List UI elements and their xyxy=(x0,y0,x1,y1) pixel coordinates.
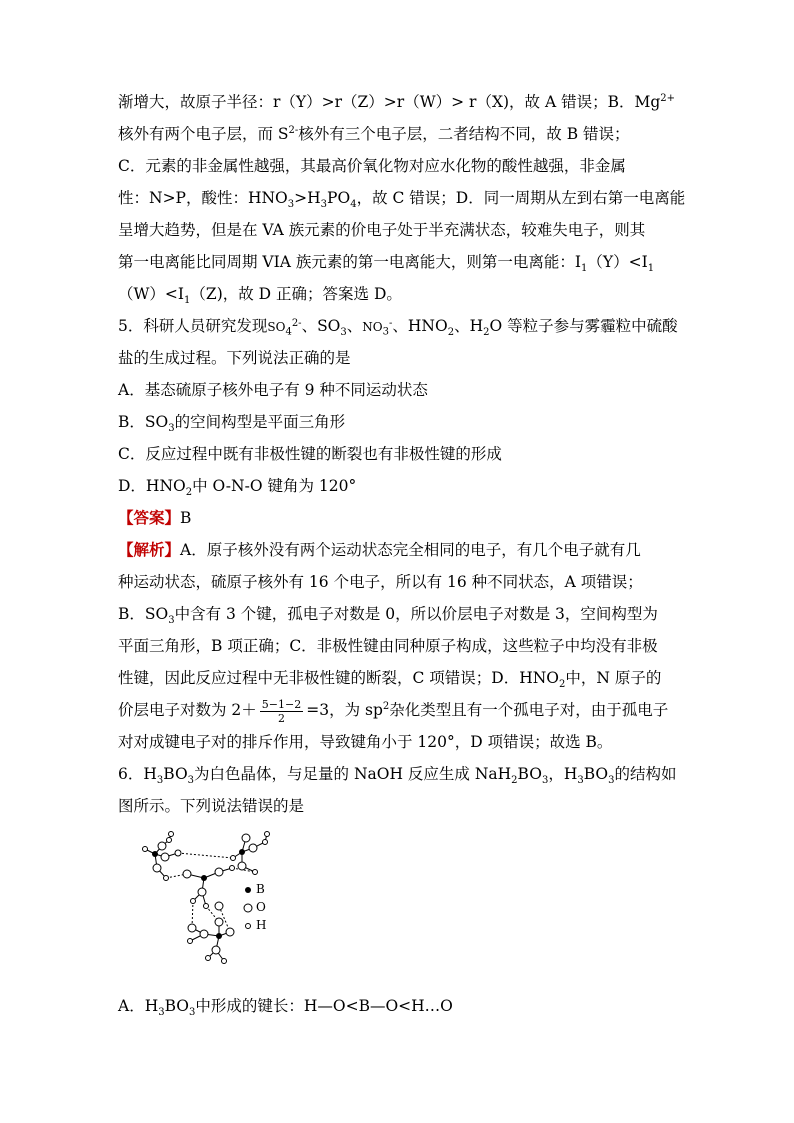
legend-boron: B xyxy=(256,882,265,896)
text-line: C．元素的非金属性越强，其最高价氧化物对应水化物的酸性越强，非金属 xyxy=(118,157,626,175)
question-6-stem: 图所示。下列说法错误的是 xyxy=(118,797,305,815)
text-line: 核外有两个电子层，而 $S^{2-}$核外有三个电子层，二者结构不同，故 B 错误； xyxy=(118,124,630,143)
text-line: $(W)<I_1(Z)$，故 D 正确；答案选 D。 xyxy=(118,285,402,307)
option-d: D．$HNO_2$中 O-N-O 键角为 120° xyxy=(118,477,357,499)
document-page xyxy=(118,86,686,1022)
answer-tag: 【答案】 xyxy=(118,508,181,527)
option-a: A．基态硫原子核外电子有 9 种不同运动状态 xyxy=(118,381,428,399)
question-6-stem: 6．$H_3BO_3$为白色晶体，与足量的 NaOH 反应生成 $NaH_2BO_3$，$H_3BO_3$的结构如 xyxy=(118,765,677,787)
option-b: B．$SO_3$的空间构型是平面三角形 xyxy=(118,413,346,435)
text-line: 呈增大趋势，但是在 VA 族元素的价电子处于半充满状态，较难失电子，则其 xyxy=(118,221,646,239)
text-line: 性：N>P，酸性：$HNO_3>H_3PO_4$，故 C 错误；D．同一周期从左到右第一电离能 xyxy=(118,189,686,211)
nitrate-ion: $NO_3^-$ xyxy=(362,318,393,338)
analysis-line: 价层电子对数为 2＋ $\frac{5-1-2}{2}$ =3，为 $sp^2$杂化类型且有一个孤电子对，由于孤电子 xyxy=(118,697,669,725)
text-line: 渐增大，故原子半径：r（Y）>r（Z）>r（W）> r（X)，故 A 错误；B．$Mg^{2+}$ xyxy=(118,92,676,111)
answer-line: 【答案】B xyxy=(118,508,192,527)
question-5-stem: 5．科研人员研究发现$SO_4^{2-}$、$SO_3$、$NO_3^-$、$HNO_2$、$H_2O$ 等粒子参与雾霾粒中硫酸 xyxy=(118,317,678,339)
analysis-line: 【解析】A．原子核外没有两个运动状态完全相同的电子，有几个电子就有几 xyxy=(118,540,641,559)
option-c: C．反应过程中既有非极性键的断裂也有非极性键的形成 xyxy=(118,445,502,463)
legend-oxygen: O xyxy=(256,900,266,914)
boric-acid-structure-diagram xyxy=(118,828,683,978)
analysis-line: B．$SO_3$中含有 3 个键，孤电子对数是 0，所以价层电子对数是 3，空间构型为 xyxy=(118,605,658,627)
analysis-line: 性键，因此反应过程中无非极性键的断裂，C 项错误；D．$HNO_2$中，N 原子的 xyxy=(118,669,662,691)
text-line: 第一电离能比同周期 VIA 族元素的第一电离能大，则第一电离能：$I_1(Y)<I_1$ xyxy=(118,253,655,275)
option-a: A．$H_3BO_3$中形成的键长：H—O<B—O<H…O xyxy=(118,997,453,1019)
molecule-svg xyxy=(118,828,318,978)
analysis-tag: 【解析】 xyxy=(118,540,181,559)
legend-hydrogen: H xyxy=(256,918,267,932)
analysis-line: 对对成键电子对的排斥作用，导致键角小于 120°，D 项错误；故选 B。 xyxy=(118,733,613,751)
fraction: $\frac{5-1-2}{2}$ xyxy=(261,697,302,725)
analysis-line: 种运动状态，硫原子核外有 16 个电子，所以有 16 种不同状态，A 项错误； xyxy=(118,573,643,591)
analysis-line: 平面三角形，B 项正确；C．非极性键由同种原子构成，这些粒子中均没有非极 xyxy=(118,637,658,655)
sulfate-ion: $SO_4^{2-}$ xyxy=(267,318,302,338)
question-5-stem: 盐的生成过程。下列说法正确的是 xyxy=(118,349,351,367)
